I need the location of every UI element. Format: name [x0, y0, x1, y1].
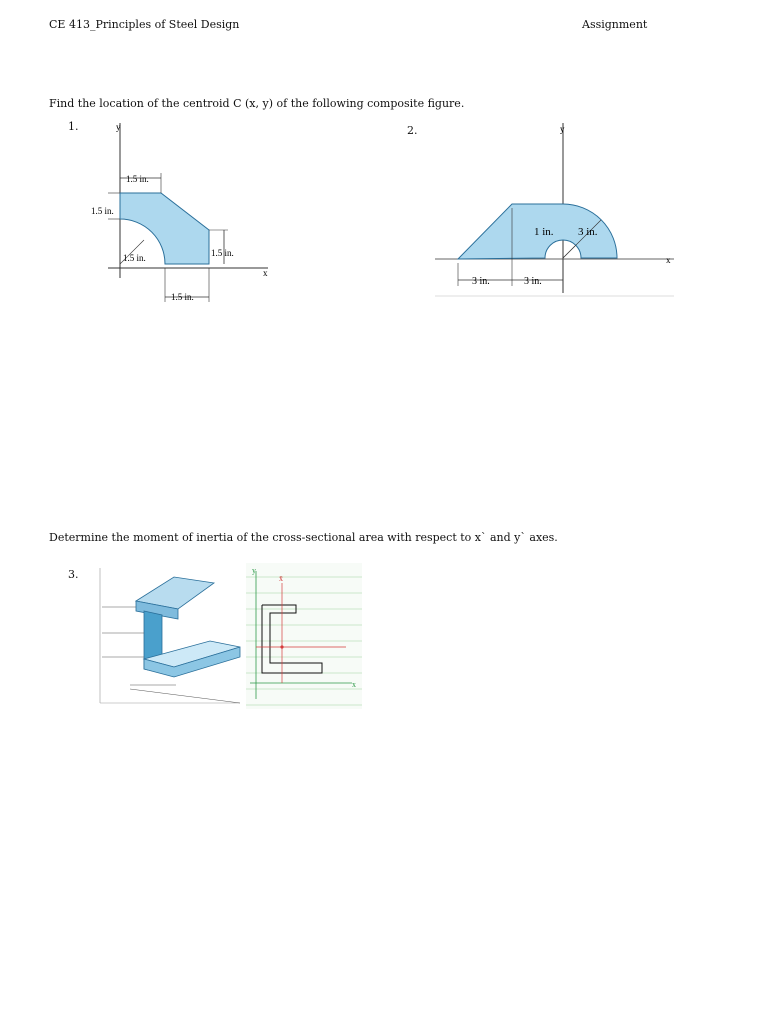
centroid-instruction: Find the location of the centroid C (x, y) of the following composite figure.: [49, 97, 465, 110]
course-title: CE 413_Principles of Steel Design: [49, 18, 240, 31]
problem-2-y-label: y: [560, 124, 565, 134]
problem-3-y-label: y: [252, 566, 256, 575]
problem-3-figure: [90, 563, 362, 709]
problem-2-outer-radius-label: 3 in.: [578, 226, 598, 238]
problem-3-xbar-label: x̄: [279, 574, 283, 583]
problem-2-dim-right-label: 3 in.: [524, 276, 542, 287]
document-type: Assignment: [582, 18, 648, 31]
problem-1-bottom-dim-label: 1.5 in.: [171, 292, 194, 302]
problem-1-x-label: x: [263, 268, 268, 278]
inertia-instruction: Determine the moment of inertia of the cross-sectional area with respect to x` and y` axes.: [49, 531, 558, 544]
problem-1-right-dim-label: 1.5 in.: [211, 248, 234, 258]
problem-2-x-label: x: [666, 255, 671, 265]
problem-3-sketch: [246, 563, 362, 709]
problem-3-3d-view: [100, 568, 240, 703]
problem-2-inner-radius-label: 1 in.: [534, 226, 554, 238]
problem-2-inner-radius-line: [563, 246, 575, 258]
problem-3-number: 3.: [68, 568, 79, 581]
problem-1-figure: [88, 118, 273, 310]
problem-1-left-dim-label: 1.5 in.: [91, 206, 114, 216]
problem-1-radius-label: 1.5 in.: [123, 253, 146, 263]
problem-3-x-label: x: [352, 680, 356, 689]
problem-2-dim-left-label: 3 in.: [472, 276, 490, 287]
problem-1-number: 1.: [68, 120, 79, 133]
problem-2-figure: [430, 118, 678, 300]
problem-1-y-label: y: [116, 122, 121, 132]
problem-1-top-dim-label: 1.5 in.: [126, 174, 149, 184]
problem-2-number: 2.: [407, 124, 418, 137]
